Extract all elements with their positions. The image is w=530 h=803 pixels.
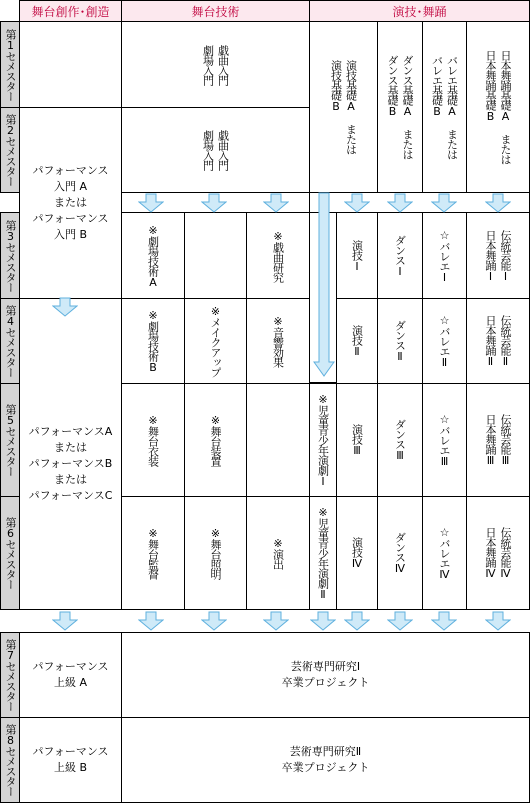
long-down-arrow-icon xyxy=(313,192,335,378)
theater-intro-s2: 戯曲入門 劇場入門 xyxy=(121,107,310,193)
stage-lighting: ※舞台照明 xyxy=(184,496,247,610)
acting-2: 演技Ⅱ xyxy=(336,298,378,384)
stage-costume: ※舞台衣装 xyxy=(121,383,185,497)
dance-1: ダンスⅠ xyxy=(377,212,423,299)
down-arrow-icon xyxy=(201,611,227,631)
stage-set: ※舞台装置 xyxy=(184,383,247,497)
down-arrow-icon xyxy=(485,193,511,213)
down-arrow-icon xyxy=(344,193,370,213)
down-arrow-icon xyxy=(138,193,164,213)
dance-3: ダンスⅢ xyxy=(377,383,423,497)
stage-tech-a: ※劇場技術A xyxy=(121,212,185,299)
down-arrow-icon xyxy=(387,193,413,213)
dance-basics: ダンス基礎A または ダンス基礎B xyxy=(377,21,423,193)
header-performance-dance-label: 演技･舞踊 xyxy=(392,4,447,19)
semester-8 xyxy=(0,717,20,803)
semester-3-label: 第3セメスター xyxy=(4,219,17,292)
makeup: ※メイクアップ xyxy=(184,298,247,384)
semester-3 xyxy=(0,212,20,299)
ballet-2: ☆バレエⅡ xyxy=(422,298,467,384)
play-research: ※戯曲研究 xyxy=(246,212,310,299)
sound-effects: ※音響効果 xyxy=(246,298,310,384)
performance-abc: パフォーマンスA または パフォーマンスB または パフォーマンスC xyxy=(19,298,122,610)
down-arrow-icon xyxy=(310,611,336,631)
theater-intro-s1: 戯曲入門 劇場入門 xyxy=(121,21,310,108)
semester-1 xyxy=(0,21,20,108)
header-stage-technology xyxy=(121,0,310,22)
youth-theater-2: ※児童青少年演劇Ⅱ xyxy=(309,496,337,610)
down-arrow-icon xyxy=(263,611,289,631)
down-arrow-icon xyxy=(52,297,78,317)
acting-3: 演技Ⅲ xyxy=(336,383,378,497)
down-arrow-icon xyxy=(344,611,370,631)
performance-advanced-a: パフォーマンス 上級 A xyxy=(19,632,122,718)
down-arrow-icon xyxy=(431,193,457,213)
stage-tech-b: ※劇場技術B xyxy=(121,298,185,384)
acting-4: 演技Ⅳ xyxy=(336,496,378,610)
header-performance-dance xyxy=(309,0,530,22)
graduation-project-2: 芸術専門研究Ⅱ 卒業プロジェクト xyxy=(121,717,530,803)
acting-1: 演技Ⅰ xyxy=(336,212,378,299)
semester-2 xyxy=(0,107,20,193)
stage-manager: ※舞台監督 xyxy=(121,496,185,610)
header-creation-label: 舞台創作･創造 xyxy=(31,4,110,19)
semester-5 xyxy=(0,383,20,497)
down-arrow-icon xyxy=(485,611,511,631)
japanese-dance-2: 伝統芸能Ⅱ 日本舞踊Ⅱ xyxy=(466,298,530,384)
japanese-dance-3: 伝統芸能Ⅲ 日本舞踊Ⅲ xyxy=(466,383,530,497)
down-arrow-icon xyxy=(201,193,227,213)
performance-intro: パフォーマンス 入門 A または パフォーマンス 入門 B xyxy=(19,107,122,299)
semester-2-label: 第2セメスター xyxy=(4,114,17,186)
japanese-dance-1: 伝統芸能Ⅰ 日本舞踊Ⅰ xyxy=(466,212,530,299)
dance-2: ダンスⅡ xyxy=(377,298,423,384)
semester-7 xyxy=(0,632,20,718)
graduation-project-1: 芸術専門研究Ⅰ 卒業プロジェクト xyxy=(121,632,530,718)
semester-4 xyxy=(0,298,20,384)
japanese-dance-4: 伝統芸能Ⅳ 日本舞踊Ⅳ xyxy=(466,496,530,610)
semester-8-label: 第8セメスター xyxy=(4,724,17,796)
semester-4-label: 第4セメスター xyxy=(4,305,17,377)
japanese-dance-basics: 日本舞踊基礎A または 日本舞踊基礎B xyxy=(466,21,530,193)
dance-4: ダンスⅣ xyxy=(377,496,423,610)
ballet-4: ☆バレエⅣ xyxy=(422,496,467,610)
ballet-basics: バレエ基礎A または バレエ基礎B xyxy=(422,21,467,193)
col2-s3-empty xyxy=(184,212,247,299)
ballet-3: ☆バレエⅢ xyxy=(422,383,467,497)
down-arrow-icon xyxy=(52,611,78,631)
acting-basics: 演技基礎A または 演技基礎B xyxy=(309,21,378,193)
performance-advanced-b: パフォーマンス 上級 B xyxy=(19,717,122,803)
youth-theater-1: ※児童青少年演劇Ⅰ xyxy=(309,383,337,497)
semester-6-label: 第6セメスター xyxy=(4,517,17,589)
semester-5-label: 第5セメスター xyxy=(4,404,17,476)
down-arrow-icon xyxy=(263,193,289,213)
header-creation xyxy=(19,0,122,22)
col1-s1-empty xyxy=(19,21,122,108)
col2-s5-empty xyxy=(246,383,310,497)
semester-1-label: 第1セメスター xyxy=(4,28,17,101)
down-arrow-icon xyxy=(431,611,457,631)
down-arrow-icon xyxy=(387,611,413,631)
down-arrow-icon xyxy=(138,611,164,631)
semester-6 xyxy=(0,496,20,610)
ballet-1: ☆バレエⅠ xyxy=(422,212,467,299)
directing: ※演出 xyxy=(246,496,310,610)
semester-7-label: 第7セメスター xyxy=(4,639,17,711)
header-stage-technology-label: 舞台技術 xyxy=(191,4,240,19)
